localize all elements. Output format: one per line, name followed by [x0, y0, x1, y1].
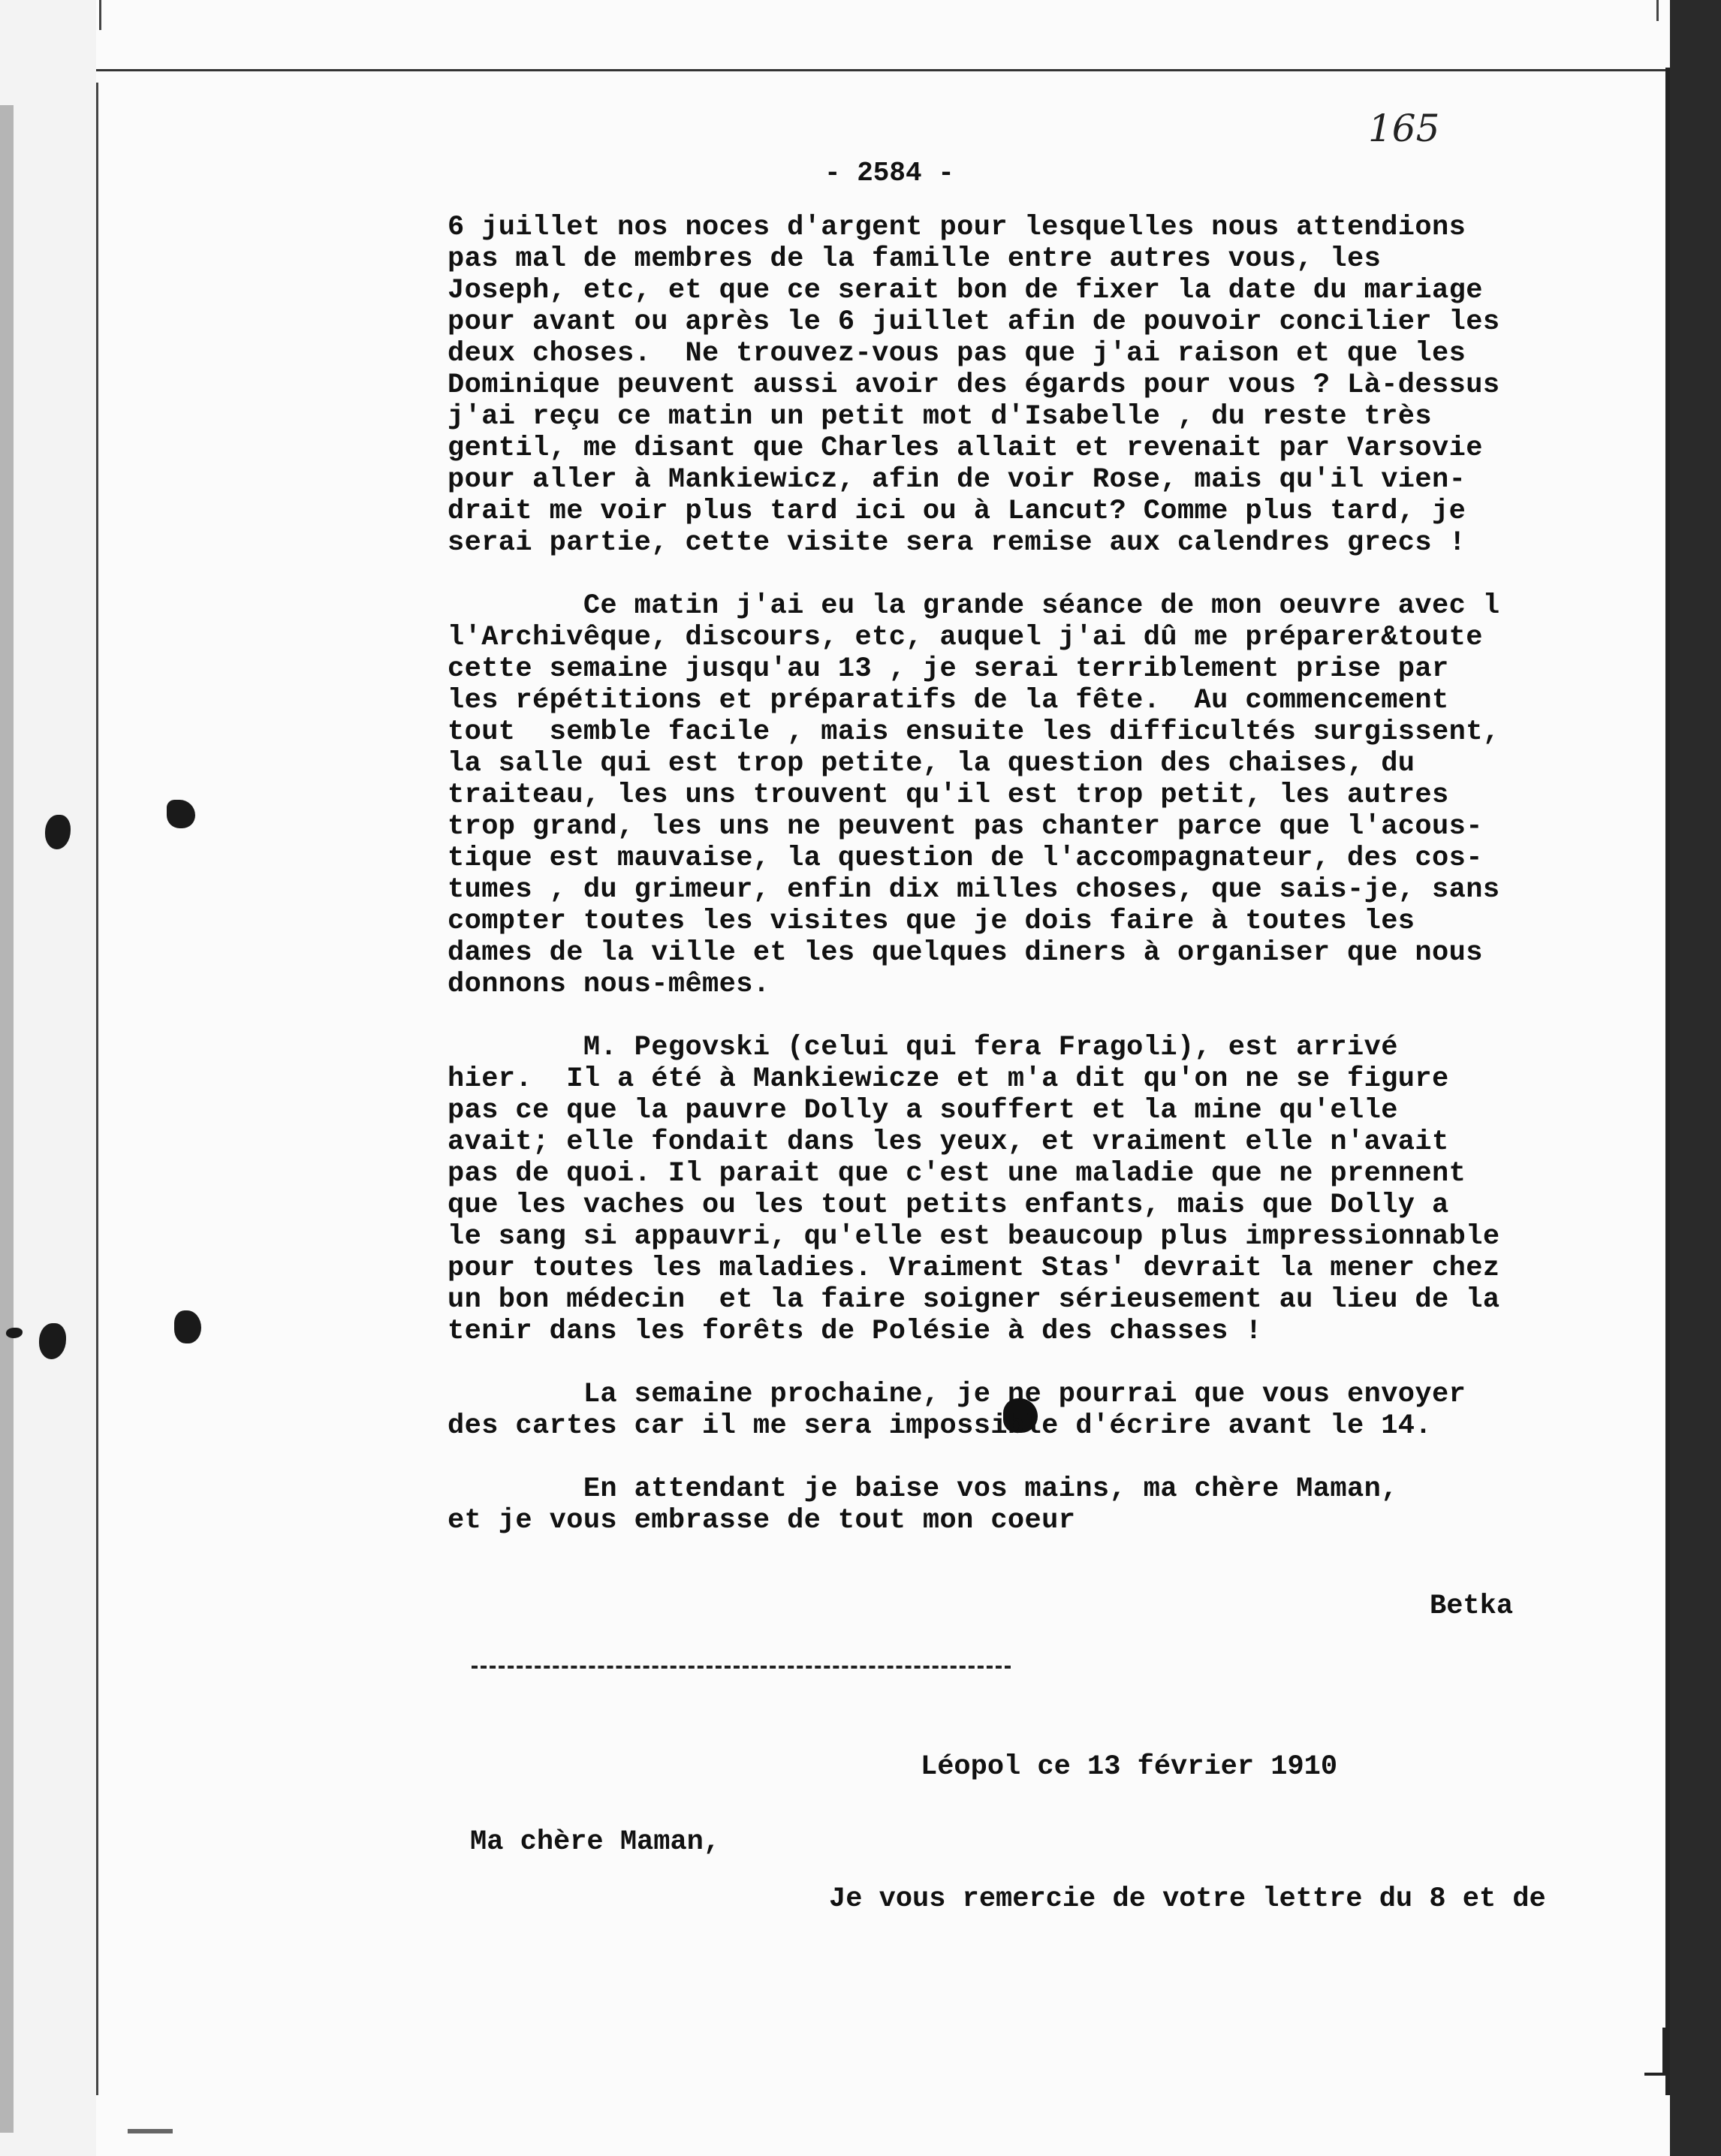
- text-line: Dominique peuvent aussi avoir des égards pour vous ? Là-dessus: [448, 369, 1500, 401]
- punch-hole: [174, 1310, 201, 1343]
- text-line: donnons nous-mêmes.: [448, 969, 770, 1000]
- text-line: trop grand, les uns ne peuvent pas chanter parce que l'acous-: [448, 811, 1483, 843]
- paragraph: [448, 590, 1656, 1000]
- paragraph-gap: [448, 1442, 1656, 1473]
- text-line: Ce matin j'ai eu la grande séance de mon oeuvre avec l: [448, 590, 1500, 622]
- scan-right-margin: [1670, 0, 1721, 2156]
- text-line: tumes , du grimeur, enfin dix milles choses, que sais-je, sans: [448, 874, 1500, 906]
- text-line: que les vaches ou les tout petits enfants, mais que Dolly a: [448, 1190, 1449, 1221]
- paragraph: [448, 1473, 1656, 1536]
- text-line: deux choses. Ne trouvez-vous pas que j'ai raison et que les: [448, 338, 1466, 369]
- text-line: les répétitions et préparatifs de la fête. Au commencement: [448, 685, 1449, 716]
- paragraph: [448, 1032, 1656, 1347]
- scan-bottom-mark: [128, 2129, 173, 2133]
- dateline: Léopol ce 13 février 1910: [921, 1751, 1338, 1783]
- text-line: un bon médecin et la faire soigner sérieusement au lieu de la: [448, 1284, 1500, 1316]
- text-line: pour aller à Mankiewicz, afin de voir Rose, mais qu'il vien-: [448, 464, 1466, 496]
- text-line: 6 juillet nos noces d'argent pour lesquelles nous attendions: [448, 212, 1466, 243]
- text-line: la salle qui est trop petite, la question des chaises, du: [448, 748, 1415, 779]
- text-line: dames de la ville et les quelques diners à organiser que nous: [448, 937, 1483, 969]
- binder-shadow: [0, 105, 14, 2133]
- text-line: compter toutes les visites que je dois faire à toutes les: [448, 906, 1415, 937]
- letter-separator: [472, 1666, 1011, 1669]
- text-line: l'Archivêque, discours, etc, auquel j'ai dû me préparer&toute: [448, 622, 1483, 653]
- handwritten-page-number: 165: [1368, 107, 1440, 150]
- scan-corner-mark-vertical: [1662, 2028, 1665, 2076]
- text-line: pas de quoi. Il parait que c'est une maladie que ne prennent: [448, 1158, 1466, 1190]
- letter-body: [448, 212, 1656, 1536]
- text-line: M. Pegovski (celui qui fera Fragoli), est arrivé: [448, 1032, 1398, 1063]
- scan-top-mark: [99, 0, 101, 30]
- text-line: La semaine prochaine, je ne pourrai que vous envoyer: [448, 1379, 1466, 1410]
- text-line: j'ai reçu ce matin un petit mot d'Isabelle , du reste très: [448, 401, 1433, 433]
- salutation: Ma chère Maman,: [470, 1826, 721, 1858]
- paragraph-gap: [448, 1347, 1656, 1379]
- text-line: gentil, me disant que Charles allait et revenait par Varsovie: [448, 433, 1483, 464]
- paragraph-gap: [448, 1000, 1656, 1032]
- signature: Betka: [1430, 1591, 1514, 1622]
- opening-line: Je vous remercie de votre lettre du 8 et de: [829, 1883, 1546, 1915]
- text-line: tique est mauvaise, la question de l'accompagnateur, des cos-: [448, 843, 1483, 874]
- text-line: drait me voir plus tard ici ou à Lancut? Comme plus tard, je: [448, 496, 1466, 527]
- page-left-edge: [96, 83, 98, 2095]
- text-line: pour toutes les maladies. Vraiment Stas' devrait la mener chez: [448, 1253, 1500, 1284]
- text-line: En attendant je baise vos mains, ma chère Maman,: [448, 1473, 1398, 1505]
- text-line: serai partie, cette visite sera remise aux calendres grecs !: [448, 527, 1466, 559]
- text-line: tenir dans les forêts de Polésie à des chasses !: [448, 1316, 1262, 1347]
- scan-left-margin: [0, 0, 96, 2156]
- text-line: pas mal de membres de la famille entre autres vous, les: [448, 243, 1382, 275]
- text-line: et je vous embrasse de tout mon coeur: [448, 1505, 1076, 1536]
- text-line: pour avant ou après le 6 juillet afin de pouvoir concilier les: [448, 306, 1500, 338]
- page-top-edge: [96, 69, 1665, 71]
- punch-hole: [167, 800, 195, 828]
- scan-top-mark-right: [1656, 0, 1659, 21]
- text-line: traiteau, les uns trouvent qu'il est trop petit, les autres: [448, 779, 1449, 811]
- paragraph: [448, 212, 1656, 559]
- text-line: cette semaine jusqu'au 13 , je serai terriblement prise par: [448, 653, 1449, 685]
- text-line: avait; elle fondait dans les yeux, et vraiment elle n'avait: [448, 1126, 1449, 1158]
- text-line: Joseph, etc, et que ce serait bon de fixer la date du mariage: [448, 275, 1483, 306]
- text-line: pas ce que la pauvre Dolly a souffert et la mine qu'elle: [448, 1095, 1398, 1126]
- paragraph: [448, 1379, 1656, 1442]
- paragraph-gap: [448, 559, 1656, 590]
- folio-number: - 2584 -: [824, 158, 954, 188]
- text-line: tout semble facile , mais ensuite les difficultés surgissent,: [448, 716, 1500, 748]
- text-line: le sang si appauvri, qu'elle est beaucoup plus impressionnable: [448, 1221, 1500, 1253]
- text-line: hier. Il a été à Mankiewicze et m'a dit qu'on ne se figure: [448, 1063, 1449, 1095]
- text-line: des cartes car il me sera impossible d'écrire avant le 14.: [448, 1410, 1433, 1442]
